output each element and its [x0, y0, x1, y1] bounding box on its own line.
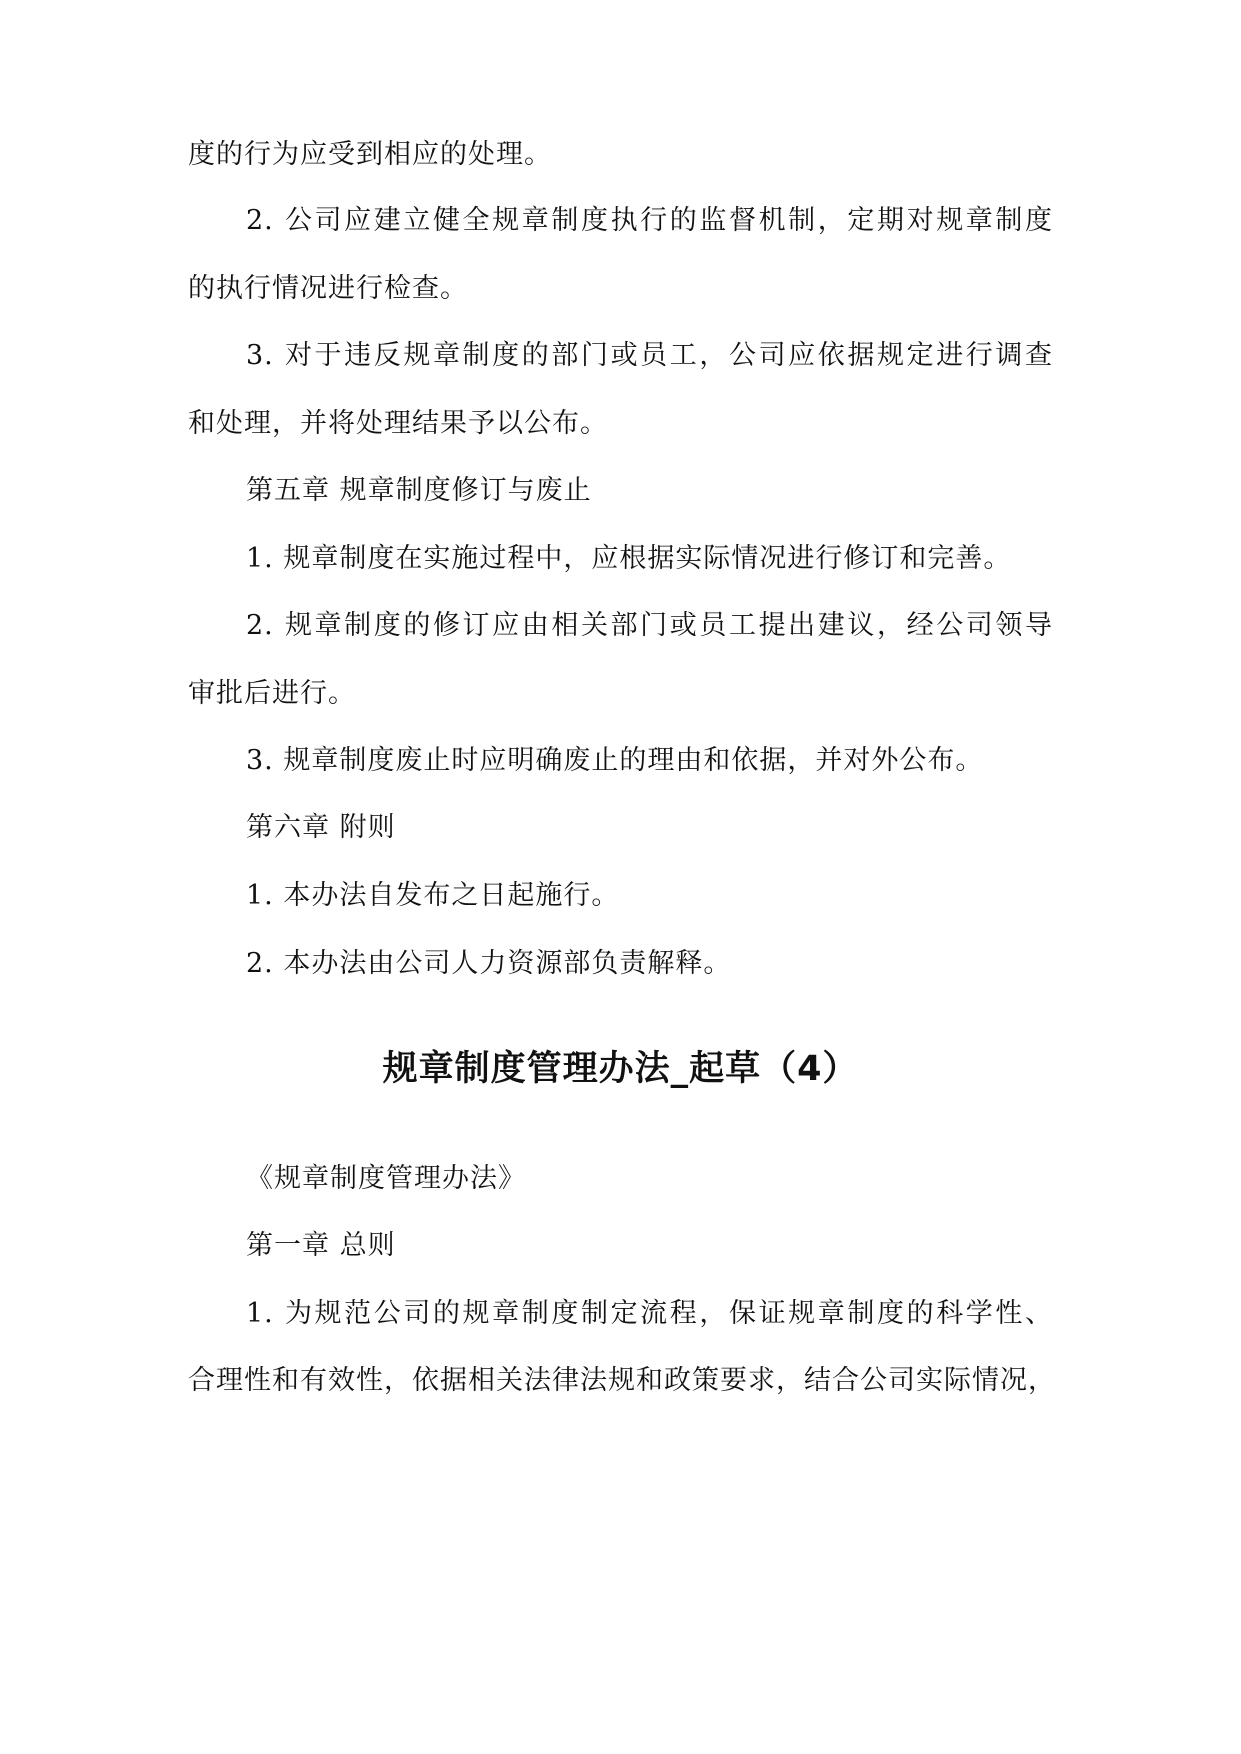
- chapter-heading: 第五章 规章制度修订与废止: [246, 475, 592, 506]
- paragraph-line: 1. 规章制度在实施过程中，应根据实际情况进行修订和完善。: [246, 543, 1012, 574]
- paragraph-line: 审批后进行。: [188, 678, 356, 709]
- paragraph-line: 的执行情况进行检查。: [188, 273, 468, 304]
- paragraph-line: 1. 本办法自发布之日起施行。: [246, 880, 620, 911]
- paragraph-line: 2. 公司应建立健全规章制度执行的监督机制，定期对规章制度: [246, 205, 1053, 236]
- chapter-heading: 第六章 附则: [246, 812, 396, 843]
- paragraph-line: 2. 本办法由公司人力资源部负责解释。: [246, 948, 732, 979]
- paragraph-line: 1. 为规范公司的规章制度制定流程，保证规章制度的科学性、: [246, 1298, 1053, 1329]
- chapter-heading: 第一章 总则: [246, 1230, 396, 1261]
- paragraph-line: 和处理，并将处理结果予以公布。: [188, 408, 608, 439]
- paragraph-line: 3. 规章制度废止时应明确废止的理由和依据，并对外公布。: [246, 745, 984, 776]
- paragraph-line: 2. 规章制度的修订应由相关部门或员工提出建议，经公司领导: [246, 610, 1053, 641]
- section-title: 规章制度管理办法_起草（4）: [382, 1049, 859, 1089]
- paragraph-line: 3. 对于违反规章制度的部门或员工，公司应依据规定进行调查: [246, 340, 1053, 371]
- document-title-line: 《规章制度管理办法》: [246, 1163, 526, 1194]
- paragraph-line: 度的行为应受到相应的处理。: [188, 139, 552, 170]
- paragraph-line: 合理性和有效性，依据相关法律法规和政策要求，结合公司实际情况，: [188, 1365, 1056, 1396]
